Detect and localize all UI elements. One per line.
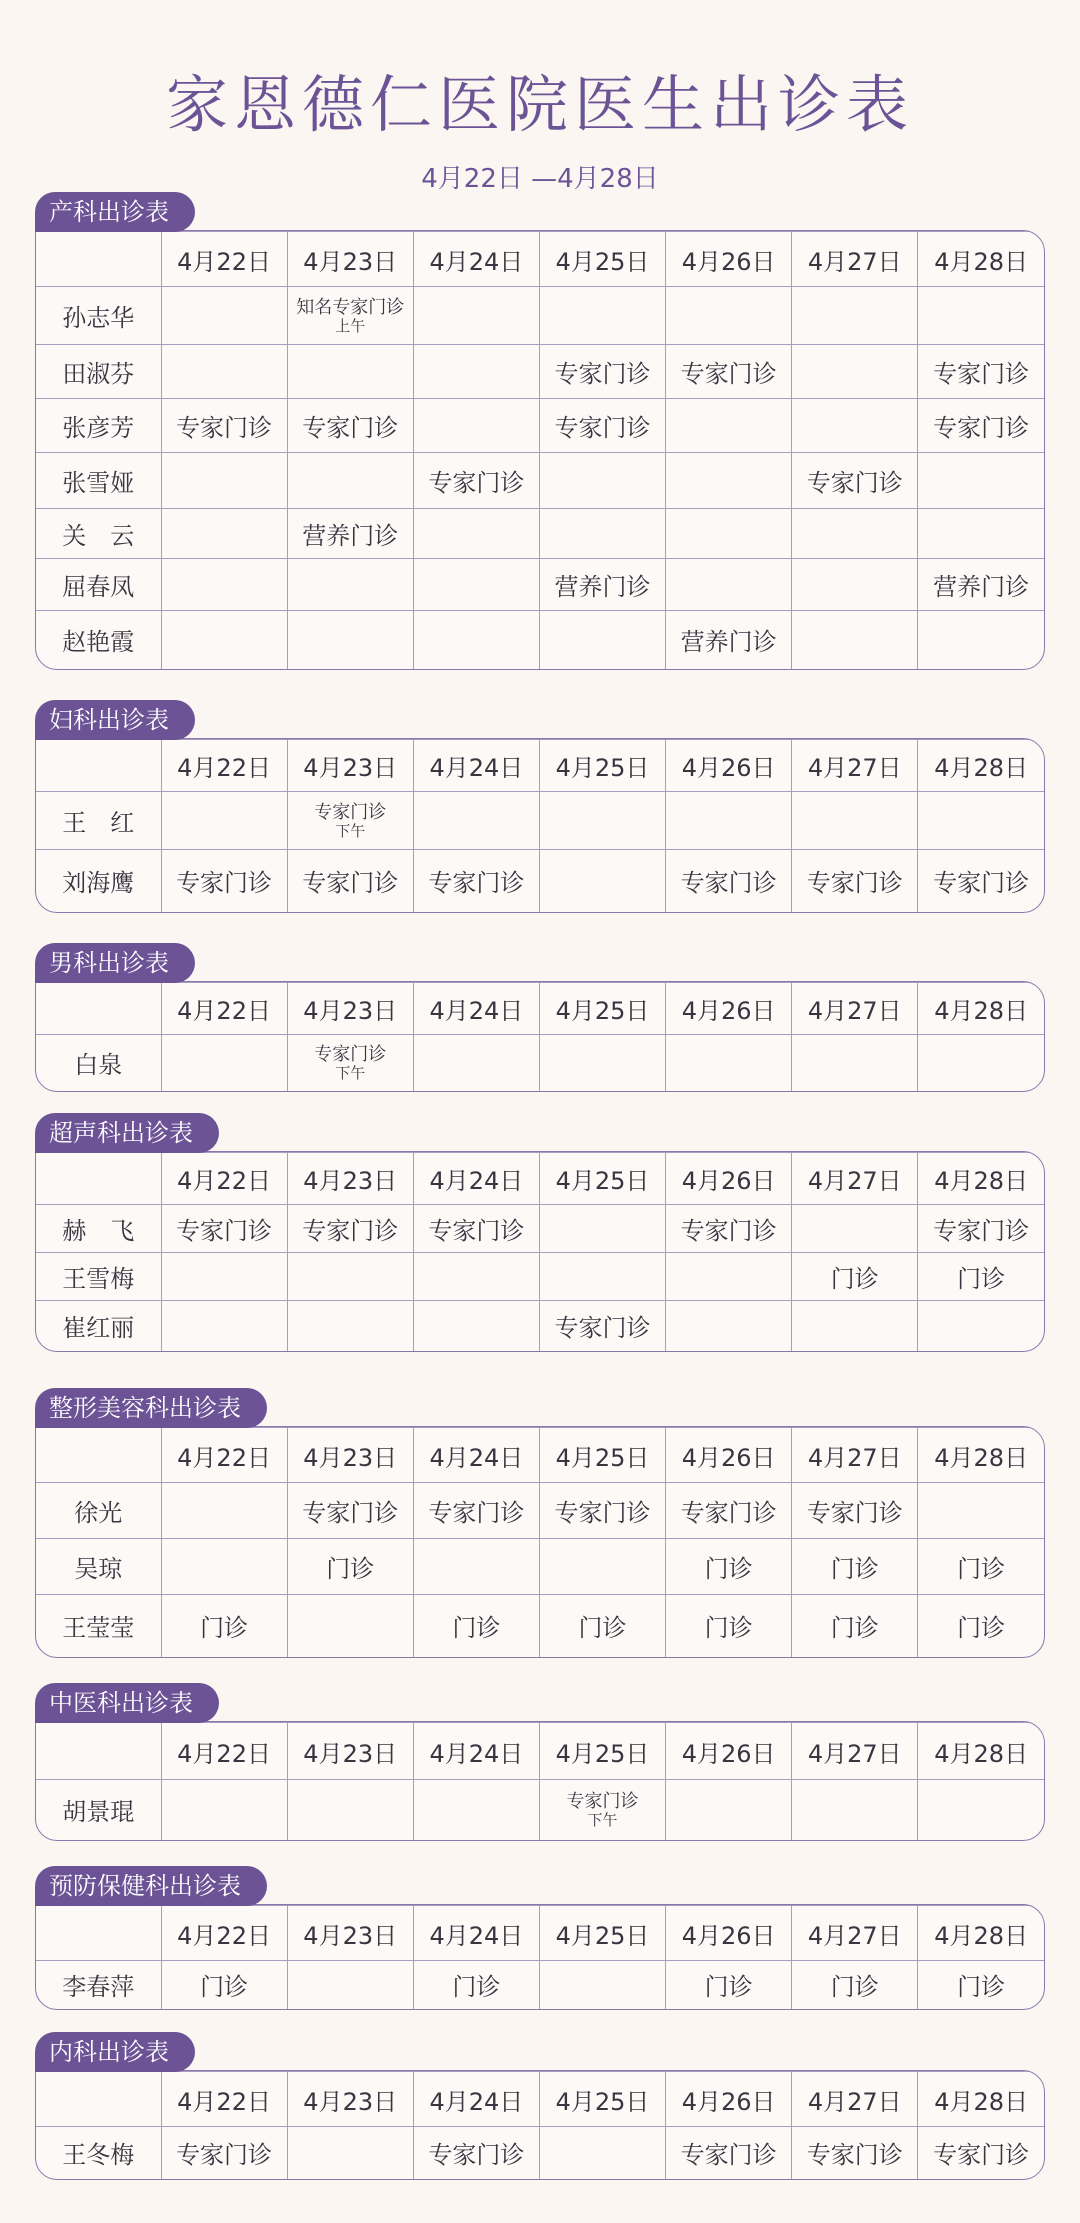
schedule-cell: [918, 509, 1044, 559]
schedule-cell: [539, 1780, 665, 1840]
schedule-cell: [413, 559, 539, 611]
schedule-cell: 专家门诊: [287, 399, 413, 453]
schedule-cell: 专家门诊: [413, 850, 539, 912]
date-header: 4月23日: [287, 1723, 413, 1780]
schedule-cell: [918, 453, 1044, 509]
date-header: 4月28日: [918, 1153, 1044, 1205]
schedule-cell: [539, 1539, 665, 1595]
schedule-table: [35, 1721, 1045, 1841]
schedule-cell: 专家门诊: [161, 1205, 287, 1253]
date-header: 4月27日: [792, 1428, 918, 1483]
schedule-cell: [287, 2127, 413, 2179]
doctor-name: 王雪梅: [36, 1253, 161, 1301]
table-row: [36, 2127, 1044, 2179]
schedule-cell: 营养门诊: [539, 559, 665, 611]
clinic-type: 专家门诊: [314, 1043, 387, 1065]
date-header: 4月24日: [413, 1153, 539, 1205]
date-header: 4月25日: [539, 232, 665, 287]
date-header: 4月22日: [161, 2072, 287, 2127]
date-header: 4月22日: [161, 983, 287, 1035]
schedule-cell: 门诊: [918, 1595, 1044, 1657]
date-header: 4月24日: [413, 232, 539, 287]
schedule-cell: [918, 287, 1044, 345]
date-header: 4月28日: [918, 232, 1044, 287]
schedule-cell: 营养门诊: [666, 611, 792, 669]
schedule-cell: [161, 1035, 287, 1091]
schedule-cell: [161, 1253, 287, 1301]
date-header: 4月23日: [287, 740, 413, 792]
date-header: 4月24日: [413, 740, 539, 792]
schedule-cell: [413, 1253, 539, 1301]
schedule-cell: [287, 559, 413, 611]
schedule-cell: 专家门诊: [666, 850, 792, 912]
doctor-name: 吴琼: [36, 1539, 161, 1595]
table-row: [36, 1780, 1044, 1840]
schedule-cell: 专家门诊: [539, 345, 665, 399]
doctor-name: 关 云: [36, 509, 161, 559]
doctor-name: 白泉: [36, 1035, 161, 1091]
header-row: [36, 1723, 1044, 1780]
schedule-cell: 专家门诊: [539, 1483, 665, 1539]
schedule-cell: 专家门诊: [666, 345, 792, 399]
schedule-cell: [792, 559, 918, 611]
schedule-cell: [287, 287, 413, 345]
date-header: 4月26日: [666, 740, 792, 792]
section-title: 中医科出诊表: [35, 1683, 219, 1723]
doctor-name: 张彦芳: [36, 399, 161, 453]
header-row: [36, 1428, 1044, 1483]
doctor-name: 田淑芬: [36, 345, 161, 399]
date-header: 4月28日: [918, 983, 1044, 1035]
schedule-cell: [918, 1301, 1044, 1351]
schedule-cell: 门诊: [161, 1595, 287, 1657]
header-row: [36, 983, 1044, 1035]
schedule-cell: 专家门诊: [918, 399, 1044, 453]
table-row: [36, 509, 1044, 559]
schedule-cell: [539, 453, 665, 509]
date-header: 4月22日: [161, 740, 287, 792]
table-row: [36, 1301, 1044, 1351]
date-header: 4月23日: [287, 983, 413, 1035]
date-header: 4月23日: [287, 232, 413, 287]
corner-cell: [36, 232, 161, 287]
corner-cell: [36, 1428, 161, 1483]
date-header: 4月24日: [413, 2072, 539, 2127]
date-header: 4月26日: [666, 1428, 792, 1483]
table-row: [36, 1595, 1044, 1657]
date-header: 4月24日: [413, 983, 539, 1035]
doctor-name: 王冬梅: [36, 2127, 161, 2179]
date-header: 4月22日: [161, 1906, 287, 1961]
date-header: 4月28日: [918, 2072, 1044, 2127]
schedule-cell: [161, 1780, 287, 1840]
schedule-cell: [161, 1301, 287, 1351]
schedule-cell: 专家门诊: [666, 2127, 792, 2179]
schedule-table: [35, 230, 1045, 670]
schedule-cell: [287, 611, 413, 669]
table-row: [36, 1035, 1044, 1091]
schedule-cell: [918, 792, 1044, 850]
date-header: 4月26日: [666, 2072, 792, 2127]
schedule-cell: [161, 287, 287, 345]
corner-cell: [36, 740, 161, 792]
schedule-cell: 门诊: [792, 1961, 918, 2009]
doctor-name: 孙志华: [36, 287, 161, 345]
schedule-cell: 专家门诊: [918, 2127, 1044, 2179]
schedule-table: [35, 1904, 1045, 2010]
date-header: 4月28日: [918, 1723, 1044, 1780]
table-row: [36, 1253, 1044, 1301]
clinic-type: 专家门诊: [566, 1790, 639, 1812]
table-row: [36, 345, 1044, 399]
section-title: 产科出诊表: [35, 192, 195, 232]
schedule-cell: 专家门诊: [792, 850, 918, 912]
table-row: [36, 792, 1044, 850]
page-title: 家恩德仁医院医生出诊表: [165, 68, 914, 141]
schedule-cell: 专家门诊: [413, 453, 539, 509]
schedule-cell: [539, 1961, 665, 2009]
schedule-cell: 门诊: [413, 1595, 539, 1657]
date-header: 4月25日: [539, 1153, 665, 1205]
doctor-name: 屈春凤: [36, 559, 161, 611]
schedule-cell: [161, 345, 287, 399]
table-row: [36, 399, 1044, 453]
header-row: [36, 1906, 1044, 1961]
date-header: 4月24日: [413, 1723, 539, 1780]
section-title: 男科出诊表: [35, 943, 195, 983]
schedule-cell: [666, 453, 792, 509]
doctor-name: 胡景琨: [36, 1780, 161, 1840]
schedule-cell: 专家门诊: [539, 399, 665, 453]
schedule-cell: [413, 287, 539, 345]
date-header: 4月27日: [792, 232, 918, 287]
schedule-cell: [413, 399, 539, 453]
schedule-cell: [413, 1035, 539, 1091]
schedule-cell: 门诊: [161, 1961, 287, 2009]
date-range: 4月22日 —4月28日: [421, 164, 659, 194]
clinic-type: 专家门诊: [314, 801, 387, 823]
schedule-cell: 专家门诊: [792, 2127, 918, 2179]
schedule-cell: [539, 287, 665, 345]
table-row: [36, 1205, 1044, 1253]
date-header: 4月28日: [918, 1906, 1044, 1961]
schedule-cell: [539, 850, 665, 912]
schedule-cell: [539, 792, 665, 850]
date-header: 4月26日: [666, 1723, 792, 1780]
section-title: 内科出诊表: [35, 2032, 195, 2072]
corner-cell: [36, 1906, 161, 1961]
header-row: [36, 1153, 1044, 1205]
schedule-cell: [287, 1595, 413, 1657]
table-row: [36, 611, 1044, 669]
doctor-name: 刘海鹰: [36, 850, 161, 912]
schedule-cell: [161, 792, 287, 850]
schedule-table: [35, 738, 1045, 913]
table-row: [36, 850, 1044, 912]
date-header: 4月27日: [792, 1906, 918, 1961]
schedule-cell: 专家门诊: [539, 1301, 665, 1351]
header-row: [36, 232, 1044, 287]
date-header: 4月24日: [413, 1906, 539, 1961]
schedule-cell: [161, 559, 287, 611]
schedule-cell: [666, 1253, 792, 1301]
schedule-cell: 门诊: [666, 1539, 792, 1595]
section-title: 妇科出诊表: [35, 700, 195, 740]
date-header: 4月25日: [539, 2072, 665, 2127]
schedule-cell: 专家门诊: [666, 1205, 792, 1253]
schedule-cell: 营养门诊: [287, 509, 413, 559]
schedule-cell: [413, 611, 539, 669]
schedule-cell: 专家门诊: [666, 1483, 792, 1539]
schedule-cell: 专家门诊: [792, 453, 918, 509]
schedule-cell: 专家门诊: [413, 1205, 539, 1253]
schedule-cell: 门诊: [287, 1539, 413, 1595]
schedule-cell: 专家门诊: [918, 345, 1044, 399]
schedule-cell: [539, 509, 665, 559]
schedule-cell: [792, 1301, 918, 1351]
schedule-cell: 门诊: [666, 1961, 792, 2009]
schedule-cell: [287, 1301, 413, 1351]
doctor-name: 李春萍: [36, 1961, 161, 2009]
schedule-cell: [792, 1780, 918, 1840]
schedule-cell: [918, 1483, 1044, 1539]
clinic-time: 下午: [335, 1063, 366, 1082]
schedule-cell: [792, 792, 918, 850]
schedule-table: [35, 2070, 1045, 2180]
schedule-cell: [413, 1539, 539, 1595]
schedule-cell: [539, 2127, 665, 2179]
schedule-cell: [287, 453, 413, 509]
schedule-cell: [161, 1483, 287, 1539]
date-header: 4月22日: [161, 1723, 287, 1780]
schedule-cell: [413, 509, 539, 559]
schedule-cell: [666, 1301, 792, 1351]
table-row: [36, 1539, 1044, 1595]
date-header: 4月27日: [792, 1723, 918, 1780]
schedule-cell: [666, 287, 792, 345]
schedule-cell: [792, 1035, 918, 1091]
table-row: [36, 1483, 1044, 1539]
schedule-cell: [792, 399, 918, 453]
schedule-cell: [666, 559, 792, 611]
schedule-cell: 门诊: [792, 1253, 918, 1301]
date-header: 4月26日: [666, 1153, 792, 1205]
schedule-cell: [287, 1035, 413, 1091]
date-header: 4月23日: [287, 1153, 413, 1205]
schedule-cell: 专家门诊: [287, 1205, 413, 1253]
schedule-cell: [287, 1961, 413, 2009]
doctor-name: 王 红: [36, 792, 161, 850]
date-header: 4月27日: [792, 2072, 918, 2127]
schedule-cell: [287, 345, 413, 399]
schedule-cell: 专家门诊: [161, 399, 287, 453]
schedule-cell: [539, 1205, 665, 1253]
schedule-cell: 门诊: [792, 1539, 918, 1595]
clinic-time: 下午: [587, 1810, 618, 1829]
schedule-cell: [918, 1780, 1044, 1840]
corner-cell: [36, 983, 161, 1035]
schedule-cell: [413, 1301, 539, 1351]
section-title: 整形美容科出诊表: [35, 1388, 267, 1428]
schedule-cell: 专家门诊: [161, 850, 287, 912]
doctor-name: 崔红丽: [36, 1301, 161, 1351]
doctor-name: 张雪娅: [36, 453, 161, 509]
schedule-cell: 门诊: [918, 1961, 1044, 2009]
clinic-type: 知名专家门诊: [296, 296, 405, 318]
schedule-cell: [539, 1253, 665, 1301]
date-header: 4月28日: [918, 740, 1044, 792]
schedule-cell: 专家门诊: [161, 2127, 287, 2179]
doctor-name: 赵艳霞: [36, 611, 161, 669]
date-header: 4月26日: [666, 983, 792, 1035]
schedule-cell: 门诊: [792, 1595, 918, 1657]
schedule-cell: 门诊: [918, 1253, 1044, 1301]
schedule-cell: 门诊: [918, 1539, 1044, 1595]
schedule-cell: [539, 1035, 665, 1091]
schedule-table: [35, 1426, 1045, 1658]
table-row: [36, 287, 1044, 345]
schedule-cell: [161, 453, 287, 509]
schedule-cell: 门诊: [413, 1961, 539, 2009]
date-header: 4月23日: [287, 1428, 413, 1483]
schedule-cell: [792, 509, 918, 559]
table-row: [36, 559, 1044, 611]
schedule-cell: [287, 1253, 413, 1301]
date-header: 4月25日: [539, 1906, 665, 1961]
schedule-cell: [161, 1539, 287, 1595]
doctor-name: 赫 飞: [36, 1205, 161, 1253]
schedule-cell: [918, 611, 1044, 669]
schedule-cell: 营养门诊: [918, 559, 1044, 611]
header-row: [36, 2072, 1044, 2127]
schedule-cell: [413, 792, 539, 850]
schedule-cell: [792, 1205, 918, 1253]
schedule-cell: [792, 345, 918, 399]
schedule-cell: [413, 1780, 539, 1840]
date-header: 4月22日: [161, 1428, 287, 1483]
date-header: 4月27日: [792, 1153, 918, 1205]
schedule-cell: [666, 509, 792, 559]
date-header: 4月27日: [792, 740, 918, 792]
schedule-cell: [918, 1035, 1044, 1091]
date-header: 4月25日: [539, 983, 665, 1035]
schedule-cell: 门诊: [666, 1595, 792, 1657]
table-row: [36, 453, 1044, 509]
schedule-cell: [666, 1035, 792, 1091]
schedule-cell: [666, 1780, 792, 1840]
schedule-cell: [413, 345, 539, 399]
schedule-cell: 专家门诊: [918, 850, 1044, 912]
schedule-cell: 专家门诊: [413, 2127, 539, 2179]
header-row: [36, 740, 1044, 792]
date-header: 4月28日: [918, 1428, 1044, 1483]
schedule-cell: [161, 509, 287, 559]
date-header: 4月25日: [539, 1428, 665, 1483]
schedule-table: [35, 1151, 1045, 1352]
doctor-name: 王莹莹: [36, 1595, 161, 1657]
schedule-cell: 专家门诊: [413, 1483, 539, 1539]
schedule-cell: [666, 792, 792, 850]
schedule-cell: 专家门诊: [792, 1483, 918, 1539]
schedule-cell: [287, 1780, 413, 1840]
clinic-time: 上午: [335, 316, 366, 335]
date-header: 4月23日: [287, 1906, 413, 1961]
schedule-cell: [792, 611, 918, 669]
schedule-cell: [792, 287, 918, 345]
schedule-cell: [666, 399, 792, 453]
date-header: 4月22日: [161, 232, 287, 287]
schedule-cell: [161, 611, 287, 669]
corner-cell: [36, 1723, 161, 1780]
schedule-table: [35, 981, 1045, 1092]
schedule-cell: [539, 611, 665, 669]
date-header: 4月25日: [539, 1723, 665, 1780]
corner-cell: [36, 2072, 161, 2127]
schedule-cell: 专家门诊: [918, 1205, 1044, 1253]
section-title: 超声科出诊表: [35, 1113, 219, 1153]
clinic-time: 下午: [335, 821, 366, 840]
date-header: 4月27日: [792, 983, 918, 1035]
date-header: 4月26日: [666, 1906, 792, 1961]
section-title: 预防保健科出诊表: [35, 1866, 267, 1906]
date-header: 4月24日: [413, 1428, 539, 1483]
schedule-cell: 专家门诊: [287, 1483, 413, 1539]
corner-cell: [36, 1153, 161, 1205]
table-row: [36, 1961, 1044, 2009]
date-header: 4月23日: [287, 2072, 413, 2127]
doctor-name: 徐光: [36, 1483, 161, 1539]
date-header: 4月22日: [161, 1153, 287, 1205]
date-header: 4月26日: [666, 232, 792, 287]
schedule-cell: 专家门诊: [287, 850, 413, 912]
schedule-cell: [287, 792, 413, 850]
date-header: 4月25日: [539, 740, 665, 792]
schedule-cell: 门诊: [539, 1595, 665, 1657]
